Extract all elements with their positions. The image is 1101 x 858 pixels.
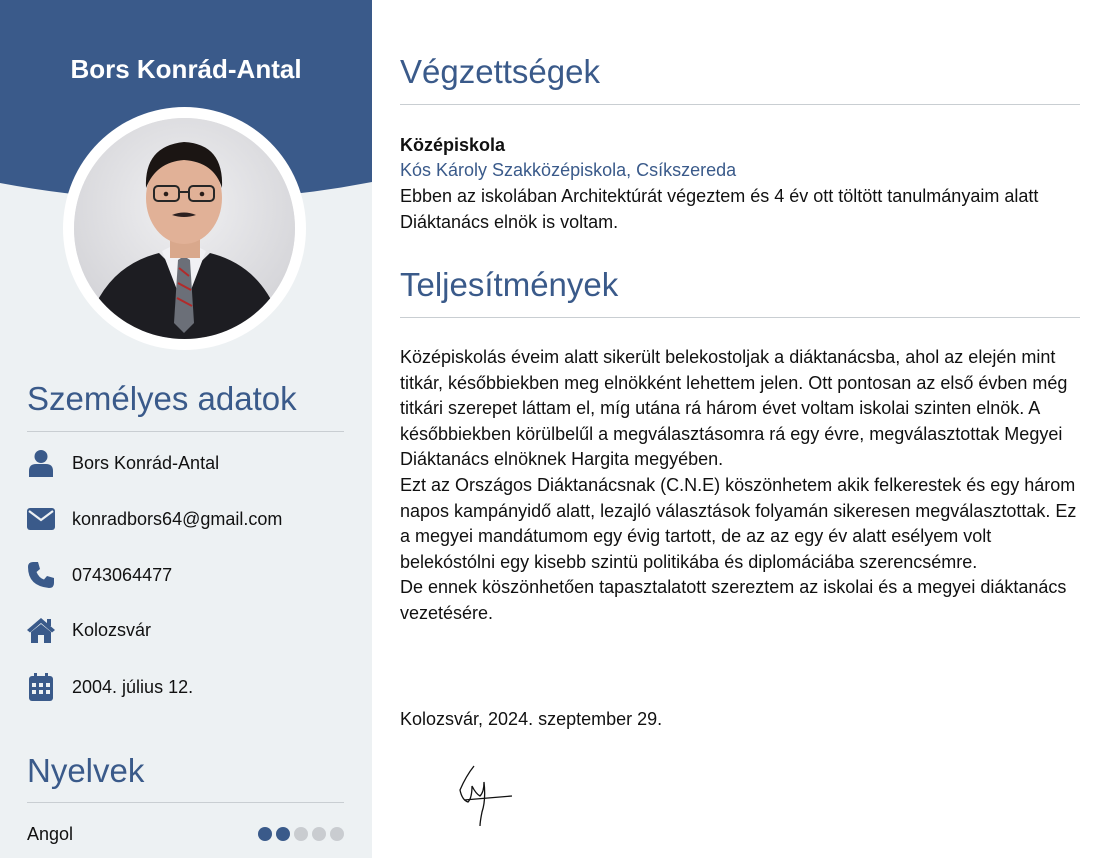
personal-email-value[interactable]: konradbors64@gmail.com [72, 508, 283, 529]
education-type: Középiskola [400, 135, 506, 155]
language-level-dot-empty [294, 827, 308, 841]
languages-title: Nyelvek [27, 752, 145, 789]
language-level-dot-filled [258, 827, 272, 841]
language-level-dot-filled [276, 827, 290, 841]
personal-city-value: Kolozsvár [72, 619, 152, 640]
profile-photo [74, 118, 295, 339]
language-level-dot-empty [330, 827, 344, 841]
date-place: Kolozsvár, 2024. szeptember 29. [400, 709, 663, 729]
achievements-divider [400, 317, 1080, 318]
envelope-icon [27, 505, 55, 533]
language-level-dots [258, 827, 344, 841]
achievements-paragraph: Középiskolás éveim alatt sikerült belekostoljak a diáktanácsba, ahol az elején mint titkár, későbbiekben meg elnökként lehettem jelen. Ott pontosan az első évben még titkári szerepet láttam el, míg utána rá három évet voltam iskolai szinten elnök. A későbbiekben körülbelűl a megválasztásomra rá egy évre, megválasztottak Megyei Diáktanács elnöknek Hargita megyében. [400, 347, 1068, 470]
language-level-dot-empty [312, 827, 326, 841]
personal-phone-value[interactable]: 0743064477 [72, 564, 173, 585]
phone-icon [27, 561, 55, 589]
personal-row-email [27, 504, 283, 534]
language-name: Angol [27, 824, 74, 844]
education-title: Végzettségek [400, 53, 600, 90]
signature [452, 760, 522, 830]
achievements-paragraph: De ennek köszönhetően tapasztalatott szereztem az iskolai és a megyei diáktanács vezetésére. [400, 577, 1067, 623]
personal-row-phone [27, 560, 173, 590]
sidebar [0, 0, 372, 858]
personal-data-title: Személyes adatok [27, 380, 297, 417]
education-description: Ebben az iskolában Architektúrát végeztem és 4 év ott töltött tanulmányaim alatt Diáktanács elnök is voltam. [400, 186, 1039, 232]
profile-photo-frame [63, 107, 306, 350]
personal-row-city [27, 615, 152, 645]
education-divider [400, 104, 1080, 105]
calendar-icon [27, 673, 55, 701]
language-row [27, 822, 344, 846]
personal-data-divider [27, 431, 344, 432]
profile-name: Bors Konrád-Antal [70, 54, 302, 84]
user-icon [27, 449, 55, 477]
personal-birthdate-value: 2004. július 12. [72, 676, 194, 697]
home-icon [27, 616, 55, 644]
achievements-paragraph: Ezt az Országos Diáktanácsnak (C.N.E) köszönhetem akik felkerestek és egy három napos kampányidő alatt, lezajló választások folyamán sikeresen megválasztottak. Ez a megyei mandátumom egy évig tartott, de az az egy év alatt esélyem volt belekóstólni egy kisebb szintü politikába és diplomáciába szerencsémre. [400, 474, 1077, 572]
education-school: Kós Károly Szakközépiskola, Csíkszereda [400, 160, 737, 180]
personal-row-birthdate [27, 672, 194, 702]
languages-divider [27, 802, 344, 803]
achievements-title: Teljesítmények [400, 266, 619, 303]
personal-row-name [27, 448, 220, 478]
achievements-text [400, 345, 1090, 627]
personal-name-value: Bors Konrád-Antal [72, 452, 220, 473]
